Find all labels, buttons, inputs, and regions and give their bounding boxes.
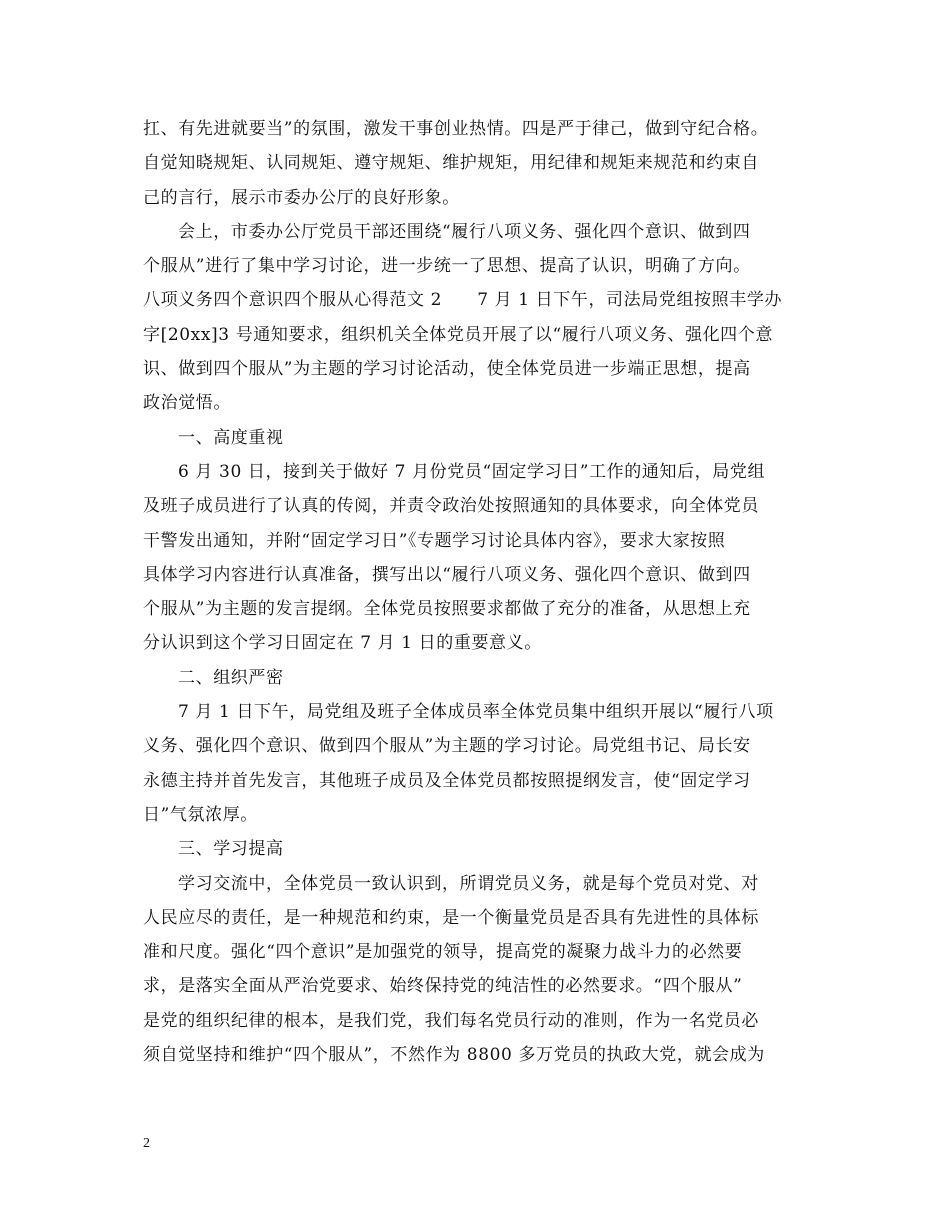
text-line: 识、做到四个服从”为主题的学习讨论活动，使全体党员进一步端正思想，提高	[143, 359, 751, 380]
text-line: 字[20xx]3 号通知要求，组织机关全体党员开展了以“履行八项义务、强化四个意	[143, 324, 773, 345]
text-line: 及班子成员进行了认真的传阅，并责令政治处按照通知的具体要求，向全体党员	[143, 496, 759, 517]
text-line: 是党的组织纪律的根本，是我们党，我们每名党员行动的准则，作为一名党员必	[143, 1010, 759, 1031]
text-line: 具体学习内容进行认真准备，撰写出以“履行八项义务、强化四个意识、做到四	[143, 564, 751, 585]
text-line: 准和尺度。强化“四个意识”是加强党的领导，提高党的凝聚力战斗力的必然要	[143, 942, 743, 963]
text-line: 人民应尽的责任，是一种规范和约束，是一个衡量党员是否具有先进性的具体标	[143, 907, 759, 928]
text-line: 个服从”进行了集中学习讨论，进一步统一了思想、提高了认识，明确了方向。	[143, 256, 751, 277]
text-line: 八项义务四个意识四个服从心得范文 2 7 月 1 日下午，司法局党组按照丰学办	[143, 290, 783, 311]
text-line: 会上，市委办公厅党员干部还围绕“履行八项义务、强化四个意识、做到四	[178, 221, 751, 242]
text-line: 求，是落实全面从严治党要求、始终保持党的纯洁性的必然要求。“四个服从”	[143, 976, 743, 997]
text-line: 己的言行，展示市委办公厅的良好形象。	[143, 187, 460, 208]
section-heading: 三、学习提高	[178, 839, 284, 860]
text-line: 义务、强化四个意识、做到四个服从”为主题的学习讨论。局党组书记、局长安	[143, 736, 751, 757]
section-heading: 一、高度重视	[178, 427, 284, 448]
section-heading: 二、组织严密	[178, 667, 284, 688]
text-line: 政治觉悟。	[143, 393, 231, 414]
text-line: 6 月 30 日，接到关于做好 7 月份党员“固定学习日”工作的通知后，局党组	[178, 461, 766, 482]
text-line: 学习交流中，全体党员一致认识到，所谓党员义务，就是每个党员对党、对	[178, 873, 759, 894]
text-line: 日”气氛浓厚。	[143, 804, 258, 825]
text-line: 扛、有先进就要当”的氛围，激发干事创业热情。四是严于律己，做到守纪合格。	[143, 119, 769, 139]
text-line: 干警发出通知，并附“固定学习日”《专题学习讨论具体内容》，要求大家按照	[143, 530, 726, 551]
text-line: 自觉知晓规矩、认同规矩、遵守规矩、维护规矩，用纪律和规矩来规范和约束自	[143, 153, 759, 174]
text-line: 分认识到这个学习日固定在 7 月 1 日的重要意义。	[143, 633, 542, 654]
page-number: 2	[143, 1136, 150, 1151]
text-line: 7 月 1 日下午，局党组及班子全体成员率全体党员集中组织开展以“履行八项	[178, 702, 774, 723]
text-line: 永德主持并首先发言，其他班子成员及全体党员都按照提纲发言，使“固定学习	[143, 770, 751, 791]
document-body	[143, 112, 823, 1072]
text-line: 个服从”为主题的发言提纲。全体党员按照要求都做了充分的准备，从思想上充	[143, 599, 751, 620]
text-line: 须自觉坚持和维护“四个服从”，不然作为 8800 多万党员的执政大党，就会成为	[143, 1045, 765, 1066]
